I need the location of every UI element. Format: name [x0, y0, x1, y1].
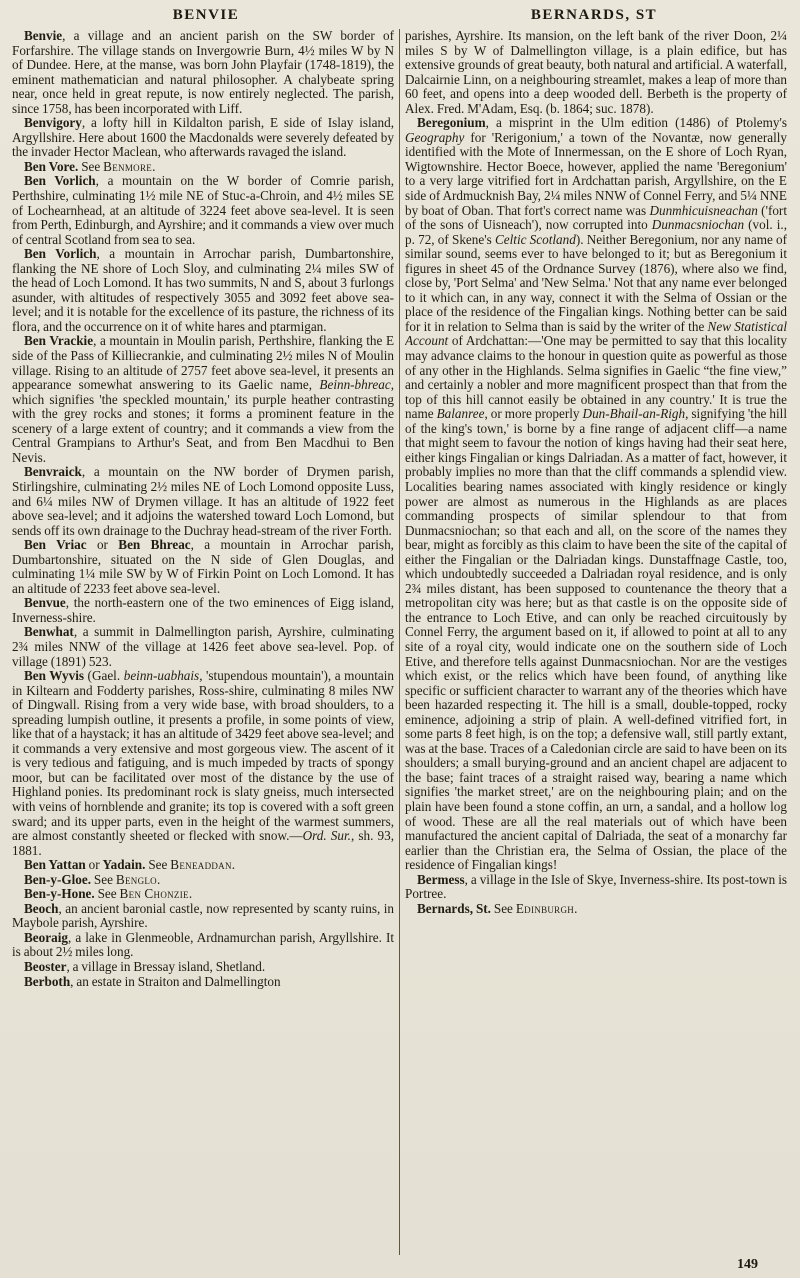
gazetteer-entry: [12, 858, 394, 873]
entry-text: .: [152, 158, 156, 174]
entry-text: See: [490, 900, 516, 916]
entry-text: , a misprint in the Ulm edition (1486) of Ptolemy's: [485, 115, 787, 131]
entry-headword: Ben Yattan: [24, 857, 86, 873]
entry-text: , signifying 'the hill of the king's town,' is borne by a fine range of adjacent cliff—a name that might seem to favour the notion of kings having had their seat here, either kings Fingalian or kings Dalriadan. As a matter of fact, however, it probably implies no more than that the cliff commands a splendid view. Localities bearing names associated with kingly residence or kingly power are almost as numerous in the Highlands as are places commanding prospects of similar splendour to that from Dunmacsniochan; so that each and all, on the score of the names they bear, might as forcibly as this claim to have been the site of the capital of either the Fingalian or the Dalriadan kings. Dunstaffnage Castle, too, which undoubtedly succeeded a Dalriadan royal residence, and is only 2¾ miles distant, has been supposed to countenance the theory that a metropolitan city was here; but as that castle is on the opposite side of the entrance to Loch Etive, and can only be reached circuitously by Connel Ferry, the argument based on it, if allowed to point at all to any site of a royal city, would indicate one on the southern side of Loch Etive, and therefore tells against Dunmacsniochan. Nor are the vestiges which exist, or the relics which have been found, of anything like specific or sufficient character to warrant any of the theories which have been hazarded respecting it. The hill is a small, double-topped, rocky eminence, adjoining a strip of plain. A well-defined vitrified fort, in some parts 8 feet high, is on the top; a defensive wall, still partly extant, was at the base. Traces of a Caledonian circle are said to have been on its shoulders; a small burying-ground and an ancient chapel are adjacent to the base; faint traces of a straight raised way, bearing a name which signifies 'the market street,' are on the neighbouring plain; and on the plain have been found a stone coffin, an urn, a sandal, and a hollow log of wood. These are all the real materials out of which have been manufactured the ancient capital of Dalriada, the seat of a monarchy far earlier than the Christian era, the Selma of Ossian, the place of the residence of Fingalian kings!: [405, 406, 787, 873]
running-head-right: BERNARDS, ST: [530, 7, 658, 23]
entry-headword: Ben Vriac: [24, 537, 87, 553]
entry-headword: Benvie: [24, 29, 63, 43]
entry-text: , a mountain on the W border of Comrie parish, Perthshire, culminating 1½ mile NE of Stuc-a-Chroin, and 4½ miles SE of Lochearnhead, at an altitude of 3224 feet above sea-level. It is seen from Perth, Edinburgh, and Ayrshire; and it commands a view over much of central Scotland from sea to sea.: [12, 173, 394, 247]
running-head: [12, 7, 788, 24]
running-head-left: BENVIE: [172, 7, 240, 23]
gazetteer-entry: [12, 931, 394, 960]
entry-headword: Ben Wyvis: [24, 668, 84, 684]
entry-text: , an ancient baronial castle, now represented by scanty ruins, in Maybole parish, Ayrshire.: [12, 900, 394, 931]
entry-text: ). Neither Beregonium, nor any name of similar sound, seems ever to have belonged to it; but as Beregonium it figures in sheet 45 of the Ordnance Survey (1876), where also we find, close by, 'Port Selma' and 'New Selma.' Not that any name ever belonged to it which can, in any way, connect it with the Selma of Ossian or the place of the residence of the Fingalian kings. Nothing better can be said for it in relation to Selma than is said by the writer of the: [405, 231, 787, 334]
gazetteer-entry: [12, 465, 394, 538]
gazetteer-entry: [12, 887, 394, 902]
gazetteer-entry: [405, 902, 787, 917]
entry-headword: Beoster: [24, 959, 67, 974]
entry-text: See: [91, 871, 116, 887]
entry-headword: Ben Vore.: [24, 158, 79, 174]
entry-text: Celtic Scotland: [494, 231, 576, 247]
entry-headword: Ben Vrackie: [24, 333, 94, 349]
entry-headword: Bermess: [417, 871, 465, 887]
entry-text: , or more properly: [484, 406, 583, 422]
entry-text: , the north-eastern one of the two eminences of Eigg island, Inverness-shire.: [12, 595, 394, 625]
entry-headword: Benvigory: [24, 115, 82, 131]
entry-headword: Beoraig: [24, 929, 68, 945]
entry-text: ('fort of the sons of Uisneach'), now corrupted into: [405, 202, 787, 233]
gazetteer-entry: [12, 960, 394, 975]
gazetteer-entry: [12, 160, 394, 175]
entry-text: , a village and an ancient parish on the SW border of Forfarshire. The village stands on Invergowrie Burn, 4½ miles W by N of Dundee. Here, at the manse, was born John Playfair (1748-1819), the eminent mathematician and natural philosopher. A chalybeate spring near, once held in great repute, is now entirely neglected. The parish, since 1758, has been incorporated with Liff.: [12, 29, 394, 116]
entry-text: .: [574, 900, 578, 916]
entry-text: Dunmhicuisneachan: [649, 202, 758, 218]
gazetteer-entry: [12, 902, 394, 931]
entry-text: , sh. 93, 1881.: [12, 828, 394, 858]
gazetteer-entry: [405, 873, 787, 902]
page-number: 149: [737, 1257, 758, 1272]
entry-headword: Ben Vorlich: [24, 173, 96, 189]
cross-reference: Beneaddan: [170, 857, 232, 873]
entry-text: , a mountain in Arrochar parish, Dumbartonshire, situated on the N side of Glen Douglas, and culminating 1¼ mile SW by W of Firkin Point on Loch Lomond. It has an altitude of 2233 feet above sea-level.: [12, 537, 394, 596]
entry-text: , a lake in Glenmeoble, Ardnamurchan parish, Argyllshire. It is about 2½ miles long.: [12, 929, 394, 960]
entry-text: See: [94, 886, 120, 902]
entry-headword: Benvue: [24, 595, 66, 611]
gazetteer-entry: [12, 334, 394, 465]
cross-reference: Benglo: [115, 871, 157, 887]
entry-headword: Benwhat: [24, 624, 74, 640]
entry-text: .: [231, 857, 236, 873]
entry-text: New Statistical Account: [405, 318, 787, 349]
left-column: [12, 29, 394, 1255]
entry-text: of Ardchattan:—'One may be permitted to say that this locality may advance claims to the honour in question quite as powerful as those of any other in the Highlands. Selma signifies in Gaelic “the fine view,” and certainly a nobler and more magnificent prospect than that from the top of this hill cannot easily be obtained in any country.' It is true the name: [405, 333, 787, 422]
gazetteer-entry: [12, 538, 394, 596]
cross-reference: Edinburgh: [515, 900, 575, 916]
entry-text: Dunmacsniochan: [651, 217, 745, 233]
gazetteer-entry: [12, 669, 394, 858]
cross-reference: Ben Chonzie: [119, 886, 189, 902]
entry-text: .: [188, 886, 193, 902]
two-column-body: [12, 29, 788, 1255]
entry-headword: Bernards, St.: [417, 900, 491, 916]
gazetteer-entry: [12, 873, 394, 888]
entry-text: , a lofty hill in Kildalton parish, E side of Islay island, Argyllshire. Here about 1600 the Macdonalds were severely defeated by the invader Hector Maclean, who afterwards ravaged the island.: [12, 115, 394, 160]
entry-text: , a mountain in Moulin parish, Perthshire, flanking the E side of the Pass of Killiecrankie, and culminating 2½ miles N of Moulin village. Rising to an altitude of 2757 feet above sea-level, it presents an appearance somewhat answering to its Gaelic name,: [12, 333, 394, 393]
entry-text: , a mountain on the NW border of Drymen parish, Stirlingshire, culminating 2½ miles NE of Loch Lomond opposite Luss, and 6¼ miles NW of Drymen village. It has an altitude of 1922 feet above sea-level; and it adjoins the watershed toward Loch Lomond, but sends off its own drainage to the Duchray head-stream of the river Forth.: [12, 464, 394, 538]
entry-text: , a mountain in Arrochar parish, Dumbartonshire, flanking the NE shore of Loch Sloy, and culminating 2¼ miles SW of the head of Loch Lomond. It has two summits, N and S, about 3 furlongs asunder, with altitudes of respectively 3055 and 3092 feet above sea-level; and it is notable for the excellence of its pasture, the richness of its flora, and the occurrence on it of white hares and ptarmigan.: [12, 246, 394, 334]
entry-headword: Beregonium: [417, 115, 486, 131]
entry-headword: Benvraick: [24, 464, 82, 480]
gazetteer-entry: [405, 116, 787, 872]
right-column: [405, 29, 787, 1255]
entry-headword: Beoch: [24, 900, 59, 916]
entry-text: Balanree: [436, 406, 485, 422]
entry-text: Dun-Bhail-an-Righ: [582, 406, 686, 422]
entry-text: beinn-uabhais: [123, 668, 200, 684]
entry-headword: Ben Vorlich: [24, 246, 97, 262]
entry-text: See: [78, 158, 104, 174]
entry-text: , 'stupendous mountain'), a mountain in Kiltearn and Fodderty parishes, Ross-shire, culminating 8 miles NW of Dingwall. Rising from a very wide base, with broad shoulders, to a spreading lumpish outline, it presents a profile, in some points of view, like that of a haystack; it has an altitude of 3429 feet above sea-level; and it commands a very extensive and most gorgeous view. The ascent of it is very tedious and fatiguing, and is much impeded by tracts of spongy moor, but can be facilitated over most of the distance by the use of Highland ponies. Its predominant rock is slaty gneiss, much intersected with veins of hornblende and granite; its top is covered with a soft green sward; and its upper parts, even in the height of the warmest summers, are almost constantly sheeted or flecked with snow.—: [12, 668, 394, 844]
gazetteer-entry: [12, 174, 394, 247]
entry-text: or: [85, 857, 103, 873]
entry-text: .: [156, 871, 161, 887]
entry-headword: Berboth: [24, 973, 71, 989]
gazetteer-entry: [12, 596, 394, 625]
entry-text: Beinn-bhreac: [319, 377, 391, 393]
entry-text: , a summit in Dalmellington parish, Ayrshire, culminating 2¾ miles NNW of the village at 1426 feet above sea-level. Pop. of village (1891) 523.: [12, 624, 394, 669]
entry-text: Ord. Sur.: [302, 828, 351, 844]
entry-headword: Ben-y-Hone.: [24, 886, 95, 902]
entry-text: Geography: [405, 129, 465, 145]
column-divider: [399, 29, 400, 1255]
entry-headword: Ben Bhreac: [118, 537, 191, 553]
entry-text: See: [145, 857, 171, 873]
entry-text: , which signifies 'the speckled mountain,' its purple heather contrasting with the grey rocks and stones; it forms a prominent feature in the scenery of a large extent of country; and it commands a view from the Central Grampians to Arthur's Seat, and from Ben Macdhui to Ben Nevis.: [12, 377, 394, 465]
entry-text: , an estate in Straiton and Dalmellington: [70, 973, 281, 989]
entry-headword: Yadain.: [102, 857, 146, 873]
entry-text: , a village in Bressay island, Shetland.: [66, 959, 266, 974]
gazetteer-entry: [12, 247, 394, 334]
entry-text: (Gael.: [84, 668, 124, 684]
cross-reference: Benmore: [103, 158, 153, 174]
gazetteer-entry: [12, 975, 394, 990]
entry-text: parishes, Ayrshire. Its mansion, on the left bank of the river Doon, 2¼ miles S by W of Dalmellington village, is a plain edifice, but has extensive grounds of great beauty, both natural and artificial. A waterfall, Dalcairnie Linn, on a neighbouring streamlet, makes a leap of more than 60 feet, and opens into a deep wooded dell. Berbeth is the property of Alex. Fred. M'Adam, Esq. (b. 1864; suc. 1878).: [405, 29, 787, 116]
entry-headword: Ben-y-Gloe.: [24, 871, 92, 887]
entry-text: for 'Rerigonium,' a town of the Novantæ, now generally identified with the Mote of Innermessan, on the E shore of Loch Ryan, Wigtownshire. Hector Boece, however, applied the name 'Beregonium' to a very large vitrified fort in Ardchattan parish, Argyllshire, on the E side of Ardmucknish Bay, 2¼ miles NNW of Connel Ferry, and 5¼ NNE by boat of Oban. That fort's correct name was: [405, 129, 787, 218]
gazetteer-entry: [12, 29, 394, 116]
entry-text: , a village in the Isle of Skye, Inverness-shire. Its post-town is Portree.: [405, 871, 787, 902]
gazetteer-entry: [12, 625, 394, 669]
entry-text: (vol. i., p. 72, of Skene's: [405, 217, 787, 247]
gazetteer-entry: [12, 116, 394, 160]
gazetteer-entry-continuation: [405, 29, 787, 116]
entry-text: or: [86, 537, 119, 553]
